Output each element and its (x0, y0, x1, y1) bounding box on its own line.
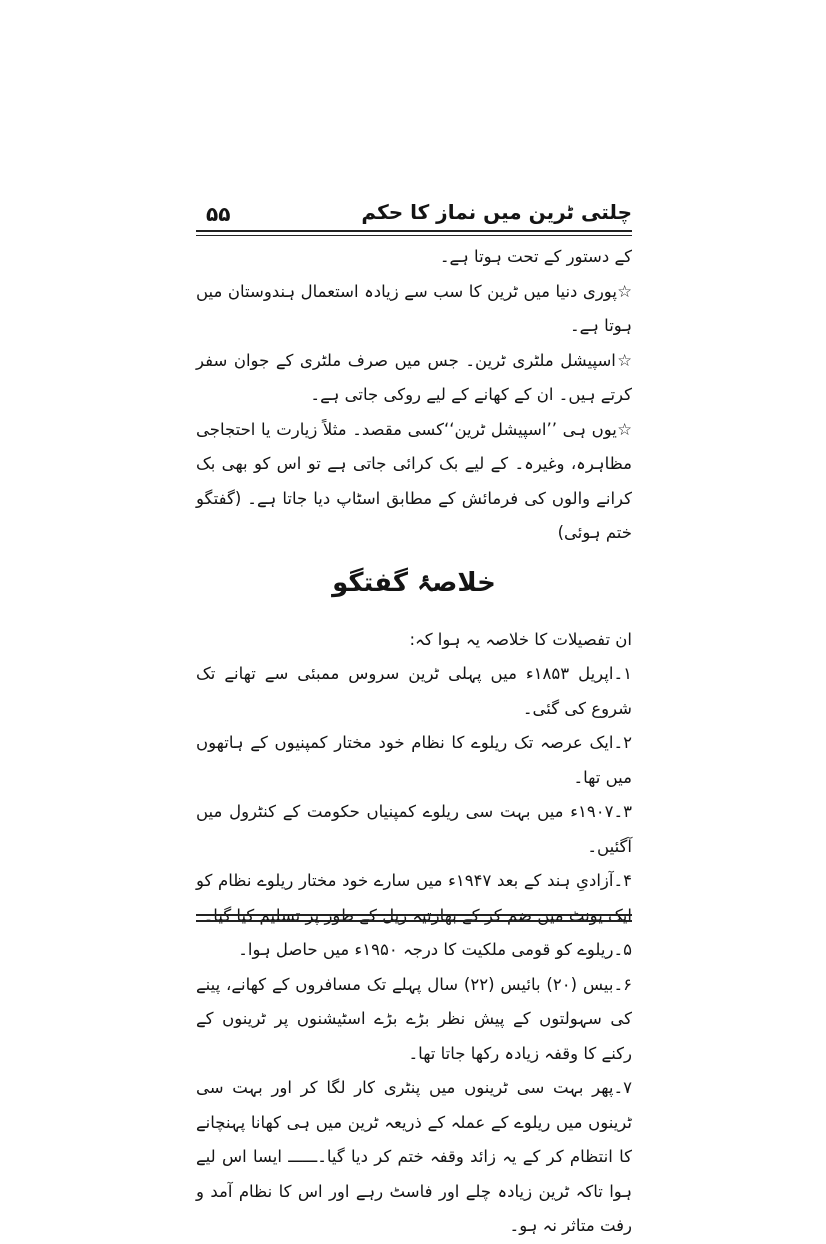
page-header (196, 198, 632, 230)
section-heading: خلاصۂ گفتگو (332, 567, 496, 598)
summary-point-3: ۳۔۱۹۰۷ء میں بہت سی ریلوے کمپنیاں حکومت کے کنٹرول میں آگئیں۔ (196, 802, 632, 856)
paragraph-star-2: ☆اسپیشل ملٹری ٹرین۔ جس میں صرف ملٹری کے جوان سفر کرتے ہیں۔ ان کے کھانے کے لیے روکی جاتی ہے۔ (196, 350, 632, 404)
summary-point-1: ۱۔اپریل ۱۸۵۳ء میں پہلی ٹرین سروس ممبئی سے تھانے تک شروع کی گئی۔ (196, 664, 632, 718)
footer-divider (196, 914, 632, 922)
paragraph-star-1: ☆پوری دنیا میں ٹرین کا سب سے زیادہ استعمال ہندوستان میں ہوتا ہے۔ (196, 281, 632, 335)
paragraph-star-3: ☆یوں ہی ’’اسپیشل ٹرین‘‘کسی مقصد۔ مثلاً زیارت یا احتجاجی مظاہرہ، وغیرہ۔ کے لیے بک کرائی جاتی ہے تو اس کو بھی بک کرانے والوں کی فرمائش کے مطابق اسٹاپ دیا جاتا ہے۔ (گفتگو ختم ہوئی) (196, 419, 632, 542)
header-divider (196, 230, 632, 236)
summary-point-7: ۷۔پھر بہت سی ٹرینوں میں پنٹری کار لگا کر اور بہت سی ٹرینوں میں ریلوے کے عملہ کے ذریعہ ٹرین میں ہی کھانا پہنچانے کا انتظام کر کے یہ زائد وقفہ ختم کر دیا گیا۔ــــــ ایسا اس لیے ہوا تاکہ ٹرین زیادہ چلے اور فاسٹ رہے اور اس کا نظام آمد و رفت متاثر نہ ہو۔ (196, 1078, 632, 1235)
page-number: ۵۵ (206, 202, 231, 226)
summary-point-5: ۵۔ریلوے کو قومی ملکیت کا درجہ ۱۹۵۰ء میں حاصل ہوا۔ (238, 940, 632, 959)
running-title: چلتی ٹرین میں نماز کا حکم (361, 200, 632, 224)
summary-point-4: ۴۔آزادیِ ہند کے بعد ۱۹۴۷ء میں سارے خود مختار ریلوے نظام کو ایک یونٹ میں ضم کر کے بھارتیہ ریل کے طور پر تسلیم کیا گیا۔ (196, 871, 632, 925)
summary-intro: ان تفصیلات کا خلاصہ یہ ہوا کہ: (409, 629, 632, 649)
summary-point-6: ۶۔بیس (۲۰) بائیس (۲۲) سال پہلے تک مسافروں کے کھانے، پینے کی سہولتوں کے پیش نظر بڑے بڑے اسٹیشنوں پر ٹرینوں کے رکنے کا وقفہ زیادہ رکھا جاتا تھا۔ (196, 974, 632, 1063)
page-body (196, 240, 632, 1244)
summary-point-2: ۲۔ایک عرصہ تک ریلوے کا نظام خود مختار کمپنیوں کے ہاتھوں میں تھا۔ (196, 733, 632, 787)
paragraph-continuation: کے دستور کے تحت ہوتا ہے۔ (439, 247, 632, 266)
